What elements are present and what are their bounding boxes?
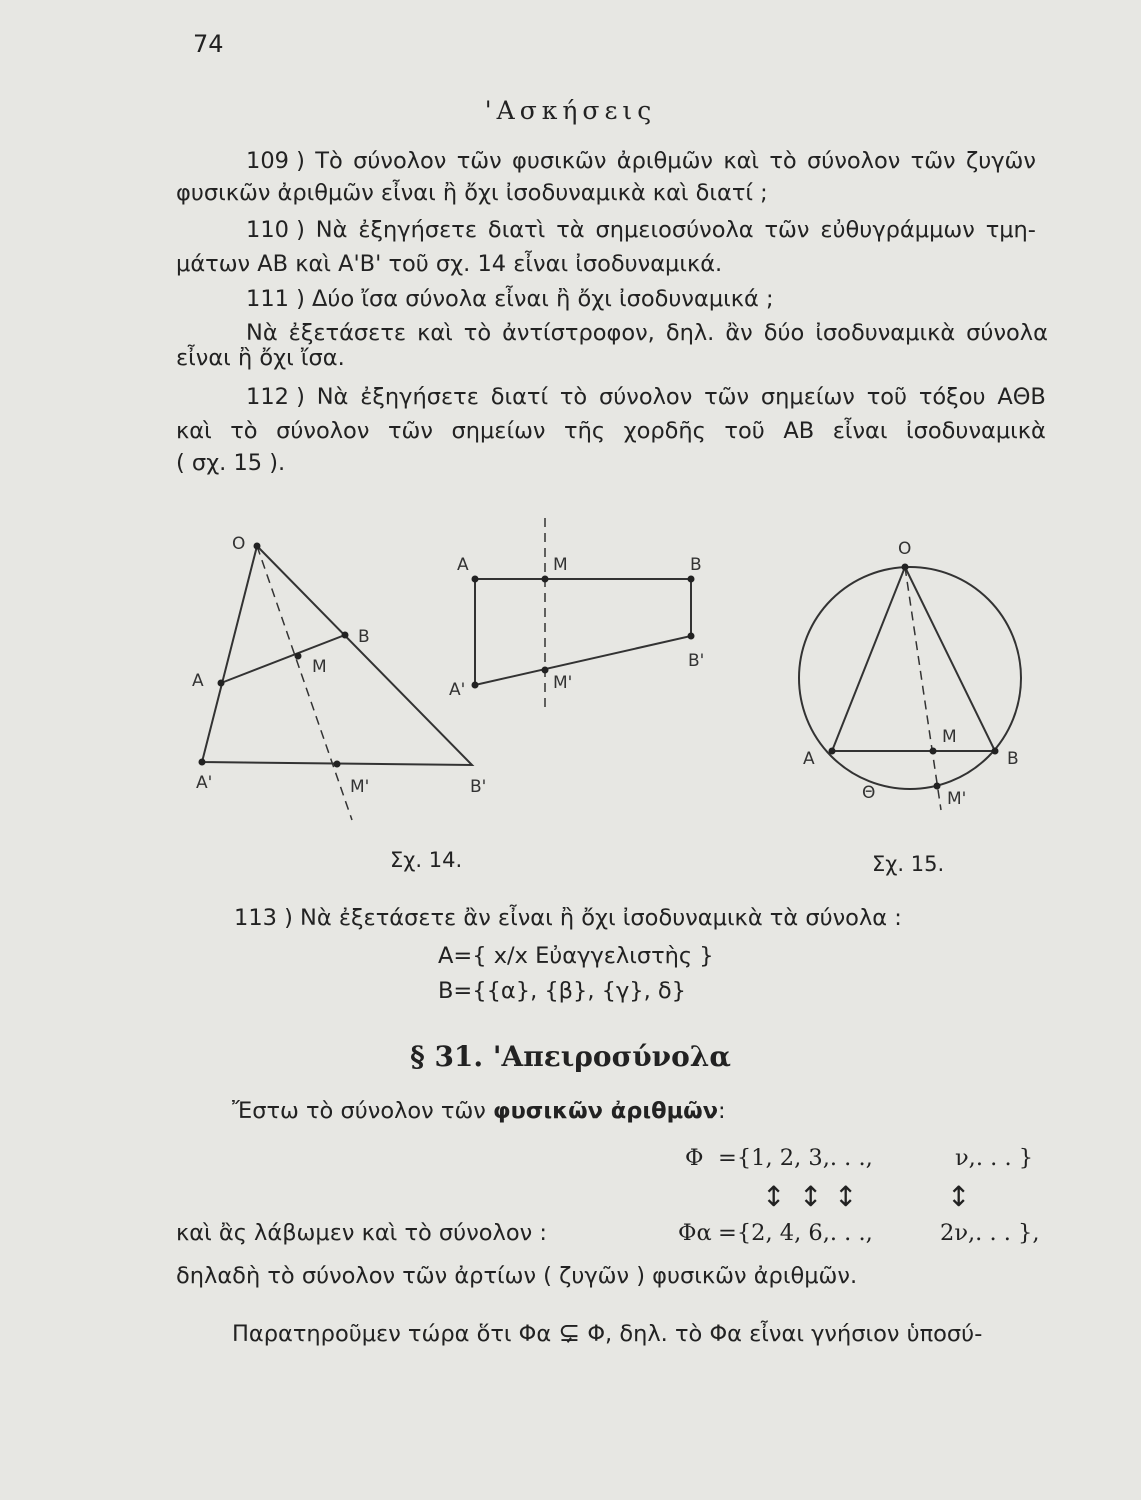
- fig14-trap-point-b: [688, 576, 695, 583]
- ex109-line2: φυσικῶν ἀριθμῶν εἶναι ἢ ὄχι ἰσοδυναμικὰ καὶ διατί ;: [176, 180, 768, 206]
- fig14-trap-point-b2: [688, 633, 695, 640]
- word: τὸ: [559, 384, 588, 410]
- fig15-label-a: A: [803, 749, 815, 769]
- fig14-trap-point-m: [542, 576, 549, 583]
- ex113-set-b: B={{α}, {β}, {γ}, δ}: [438, 978, 686, 1004]
- figures: [0, 500, 1141, 890]
- fig14-trap-label-a2: A': [449, 680, 466, 700]
- ex112-line3: ( σχ. 15 ).: [176, 450, 286, 476]
- fig15-point-m2: [934, 783, 941, 790]
- fig15-label-b: B: [1007, 749, 1019, 769]
- phi-set-end: ν,. . . }: [955, 1145, 1034, 1171]
- word: Νὰ: [315, 217, 348, 243]
- fig14-point-b: [342, 632, 349, 639]
- ex113-set-a: A={ x/x Εὐαγγελιστὴς }: [438, 943, 714, 969]
- fig14-label-a: A: [192, 671, 204, 691]
- fig14-label-m2: M': [350, 777, 370, 797]
- and-take-line: καὶ ἂς λάβωμεν καὶ τὸ σύνολον :: [176, 1220, 547, 1246]
- bijection-arrow-3: ↕: [834, 1180, 858, 1213]
- ex110-line1: [246, 217, 1036, 243]
- word: ἰσοδυναμικὰ: [815, 320, 956, 346]
- section-intro-pre: Ἔστω τὸ σύνολον τῶν: [232, 1098, 494, 1124]
- word: διατὶ: [487, 217, 546, 243]
- word: καὶ: [417, 320, 453, 346]
- fig14-caption: Σχ. 14.: [390, 848, 463, 872]
- fig14-point-a: [218, 680, 225, 687]
- fig15-circle-figure: [799, 539, 1021, 810]
- fig15-point-b: [992, 748, 999, 755]
- word: τοῦ: [724, 418, 765, 444]
- word: τὰ: [556, 217, 585, 243]
- word: σημειοσύνολα: [595, 217, 754, 243]
- fig15-point-a: [829, 748, 836, 755]
- observe-post: Φ, δηλ. τὸ Φα εἶναι γνήσιον ὑποσύ-: [587, 1321, 983, 1347]
- word: Τὸ: [315, 148, 343, 174]
- fig14-triangle: [192, 534, 486, 820]
- fig15-label-o: O: [898, 539, 912, 559]
- ex111-line3: εἶναι ἢ ὄχι ἴσα.: [176, 345, 345, 371]
- word: 112 ): [246, 384, 305, 410]
- word: εὐθυγράμμων: [820, 217, 975, 243]
- word: ἐξηγήσετε: [358, 217, 478, 243]
- word: Νὰ: [316, 384, 349, 410]
- fig14-triangle-ray: [257, 546, 352, 820]
- word: ἂν: [725, 320, 753, 346]
- word: τὸ: [230, 418, 258, 444]
- proper-subset-symbol: ⊊: [558, 1318, 581, 1348]
- bijection-arrow-1: ↕: [762, 1180, 786, 1213]
- word: ἐξετάσετε: [288, 320, 407, 346]
- word: ἐξηγήσετε: [360, 384, 479, 410]
- fig14-trap-label-m: M: [553, 555, 568, 575]
- fig15-point-o: [902, 564, 909, 571]
- word: διατί: [490, 384, 549, 410]
- word: σημείων: [451, 418, 546, 444]
- fig14-triangle-outline: [202, 546, 472, 765]
- fig14-label-a2: A': [196, 773, 213, 793]
- word: τῶν: [387, 418, 433, 444]
- word: AΘB: [997, 384, 1046, 410]
- fig15-label-m: M: [942, 727, 957, 747]
- phia-set-end: 2ν,. . . },: [940, 1220, 1040, 1246]
- fig14-trapezoid-outline: [475, 579, 691, 685]
- word: χορδῆς: [623, 418, 706, 444]
- word: δύο: [763, 320, 805, 346]
- namely-line: δηλαδὴ τὸ σύνολον τῶν ἀρτίων ( ζυγῶν ) φυσικῶν ἀριθμῶν.: [176, 1263, 858, 1289]
- section-title: § 31. 'Απειροσύνολα: [410, 1040, 731, 1073]
- section-intro: [232, 1098, 726, 1124]
- fig15-label-theta: Θ: [862, 783, 876, 803]
- phia-set-start: ={2, 4, 6,. . .,: [718, 1220, 873, 1246]
- ex113-line1: 113 ) Νὰ ἐξετάσετε ἂν εἶναι ἢ ὄχι ἰσοδυναμικὰ τὰ σύνολα :: [234, 905, 902, 931]
- word: τῆς: [564, 418, 606, 444]
- word: ἀριθμῶν: [616, 148, 713, 174]
- fig14-label-m: M: [312, 657, 327, 677]
- word: τόξου: [918, 384, 986, 410]
- bijection-arrow-4: ↕: [947, 1180, 971, 1213]
- word: τῶν: [764, 217, 810, 243]
- word: τῶν: [456, 148, 502, 174]
- word: Νὰ: [246, 320, 278, 346]
- word: φυσικῶν: [512, 148, 607, 174]
- fig14-point-m: [295, 653, 302, 660]
- fig14-point-m2: [334, 761, 341, 768]
- fig14-label-b: B: [358, 627, 370, 647]
- word: δηλ.: [665, 320, 715, 346]
- observe-pre: Παρατηροῦμεν τώρα ὅτι Φα: [232, 1321, 552, 1347]
- ex109-line1: [246, 148, 1036, 174]
- fig15-caption: Σχ. 15.: [872, 852, 945, 876]
- ex112-line2: [176, 418, 1046, 444]
- word: 109 ): [246, 148, 305, 174]
- exercises-heading: 'Ασκήσεις: [484, 96, 657, 125]
- fig14-trap-point-a2: [472, 682, 479, 689]
- phi-set-start: ={1, 2, 3,. . .,: [718, 1145, 873, 1171]
- ex110-line2: μάτων AB καὶ A'B' τοῦ σχ. 14 εἶναι ἰσοδυναμικά.: [176, 251, 723, 277]
- observe-line: [232, 1318, 982, 1348]
- fig14-trap-label-a: A: [457, 555, 469, 575]
- word: εἶναι: [832, 418, 888, 444]
- word: σύνολον: [353, 148, 447, 174]
- section-intro-post: :: [718, 1098, 726, 1124]
- ex112-line1: [246, 384, 1046, 410]
- word: τὸ: [463, 320, 492, 346]
- fig14-trapezoid: [449, 518, 704, 710]
- phi-lhs: Φ: [685, 1145, 704, 1171]
- word: AB: [783, 418, 815, 444]
- word: τῶν: [910, 148, 956, 174]
- word: σύνολον: [276, 418, 370, 444]
- word: τμη-: [985, 217, 1036, 243]
- word: καὶ: [723, 148, 760, 174]
- ex111-line1: 111 ) Δύο ἴσα σύνολα εἶναι ἢ ὄχι ἰσοδυναμικά ;: [246, 286, 774, 312]
- fig14-trap-label-b2: B': [688, 651, 705, 671]
- word: τὸ: [769, 148, 797, 174]
- bijection-arrow-2: ↕: [799, 1180, 823, 1213]
- word: τοῦ: [866, 384, 908, 410]
- word: ἀντίστροφον,: [502, 320, 655, 346]
- fig15-point-m: [930, 748, 937, 755]
- fig14-trap-label-b: B: [690, 555, 702, 575]
- section-intro-bold: φυσικῶν ἀριθμῶν: [493, 1098, 719, 1124]
- word: ζυγῶν: [965, 148, 1036, 174]
- fig14-label-b2: B': [470, 777, 487, 797]
- page-number: 74: [193, 30, 224, 58]
- word: 110 ): [246, 217, 305, 243]
- ex111-line2: [246, 320, 1048, 346]
- fig14-trap-point-a: [472, 576, 479, 583]
- word: σύνολον: [807, 148, 901, 174]
- fig14-trap-point-m2: [542, 667, 549, 674]
- word: σύνολα: [966, 320, 1048, 346]
- word: ἰσοδυναμικὰ: [906, 418, 1046, 444]
- fig15-label-m2: M': [947, 789, 967, 809]
- fig15-triangle: [832, 567, 995, 751]
- word: τῶν: [704, 384, 750, 410]
- fig14-point-o: [254, 543, 261, 550]
- fig14-label-o: O: [232, 534, 246, 554]
- word: σημείων: [760, 384, 855, 410]
- fig14-point-a2: [199, 759, 206, 766]
- word: καὶ: [176, 418, 212, 444]
- word: σύνολον: [599, 384, 693, 410]
- phia-lhs: Φα: [678, 1220, 712, 1246]
- fig14-trap-label-m2: M': [553, 673, 573, 693]
